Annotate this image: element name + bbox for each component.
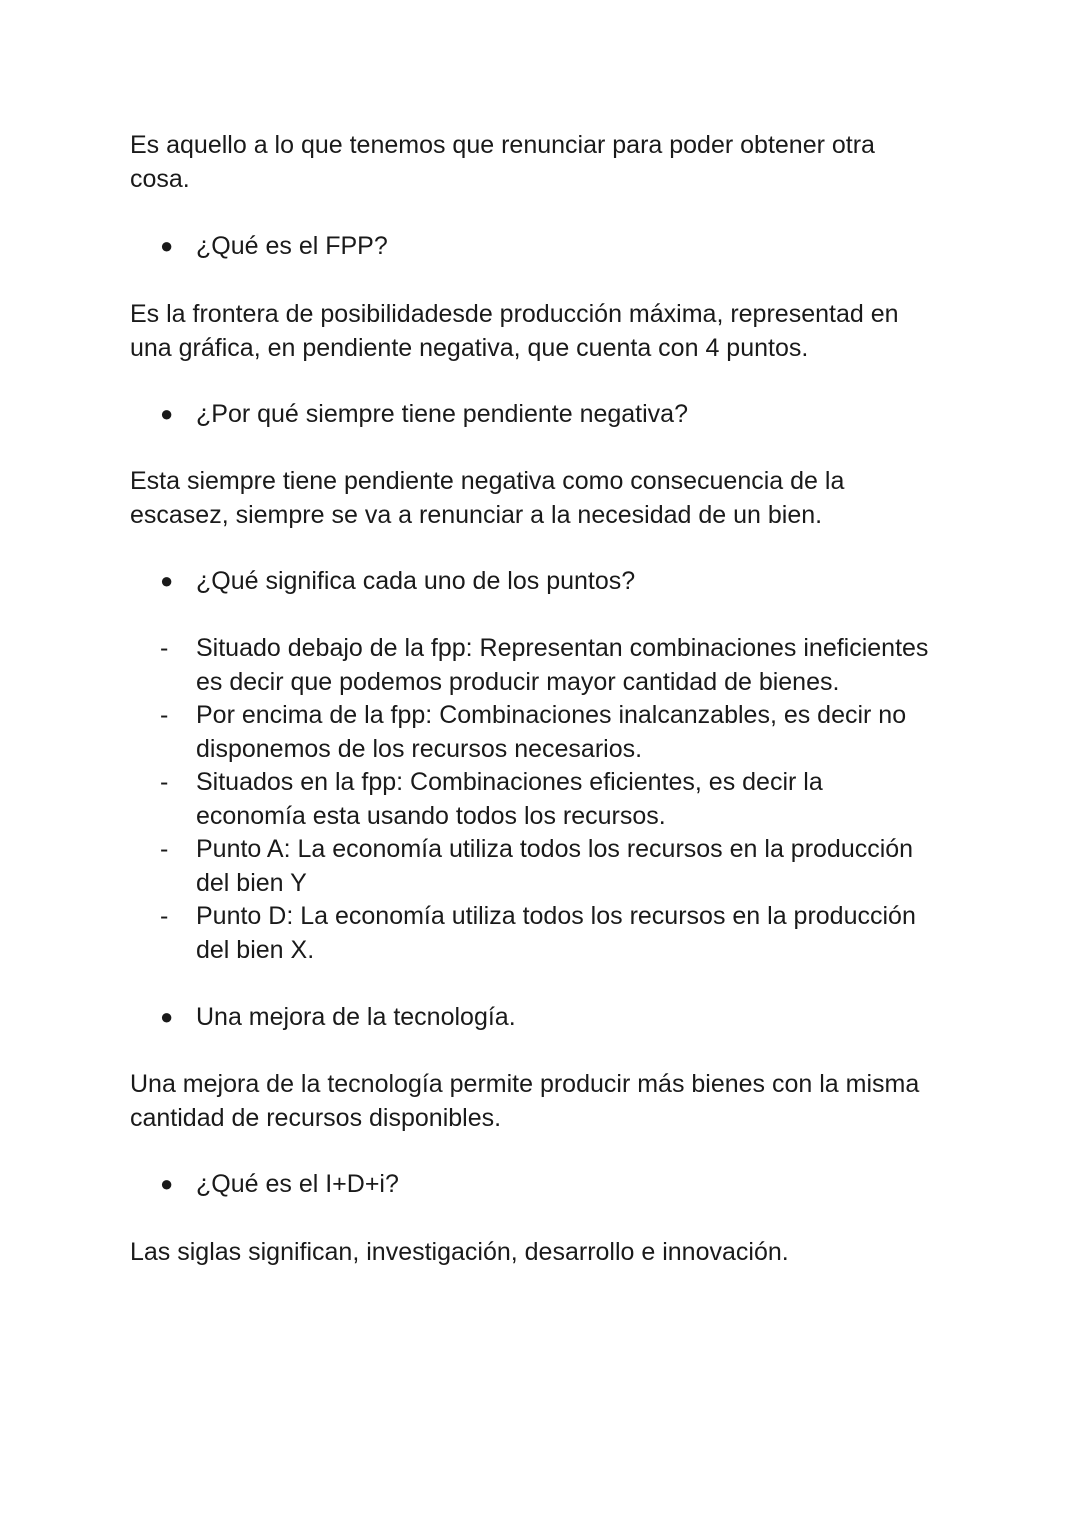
dash-icon: - (160, 634, 169, 662)
bullet-icon: ● (160, 233, 174, 258)
list-item (160, 699, 960, 766)
question-text: Una mejora de la tecnología. (196, 1003, 516, 1031)
question-text: ¿Qué significa cada uno de los puntos? (196, 567, 636, 595)
list-item-text: Punto D: La economía utiliza todos los recursos en la producción del bien X. (196, 902, 916, 964)
dash-icon: - (160, 835, 169, 863)
bullet-icon: ● (160, 401, 174, 426)
list-item (160, 833, 960, 900)
answer-pendiente: Esta siempre tiene pendiente negativa como consecuencia de la escasez, siempre se va a renunciar a la necesidad de un bien. (130, 467, 845, 529)
answer-tecnologia: Una mejora de la tecnología permite producir más bienes con la misma cantidad de recursos disponibles. (130, 1070, 920, 1132)
list-item (160, 632, 960, 699)
question-text: ¿Qué es el FPP? (196, 232, 388, 260)
intro-paragraph: Es aquello a lo que tenemos que renunciar para poder obtener otra cosa. (130, 131, 875, 193)
list-item-text: Situados en la fpp: Combinaciones eficientes, es decir la economía esta usando todos los recursos. (196, 768, 823, 830)
list-item-text: Situado debajo de la fpp: Representan combinaciones ineficientes es decir que podemos producir mayor cantidad de bienes. (196, 634, 929, 696)
dash-icon: - (160, 902, 169, 930)
bullet-icon: ● (160, 568, 174, 593)
dash-icon: - (160, 768, 169, 796)
question-tecnologia (160, 1000, 940, 1034)
list-item-text: Punto A: La economía utiliza todos los recursos en la producción del bien Y (196, 835, 914, 897)
question-text: ¿Por qué siempre tiene pendiente negativa? (196, 400, 688, 428)
points-list (160, 632, 960, 967)
question-fpp (160, 229, 940, 263)
question-text: ¿Qué es el I+D+i? (196, 1170, 399, 1198)
list-item (160, 766, 960, 833)
list-item (160, 900, 960, 967)
question-idi (160, 1167, 940, 1201)
dash-icon: - (160, 701, 169, 729)
question-puntos (160, 564, 940, 598)
list-item-text: Por encima de la fpp: Combinaciones inalcanzables, es decir no disponemos de los recursos necesarios. (196, 701, 907, 763)
bullet-icon: ● (160, 1171, 174, 1196)
question-pendiente (160, 397, 940, 431)
bullet-icon: ● (160, 1004, 174, 1029)
answer-fpp: Es la frontera de posibilidadesde producción máxima, representad en una gráfica, en pendiente negativa, que cuenta con 4 puntos. (130, 300, 899, 362)
answer-idi: Las siglas significan, investigación, desarrollo e innovación. (130, 1238, 789, 1266)
